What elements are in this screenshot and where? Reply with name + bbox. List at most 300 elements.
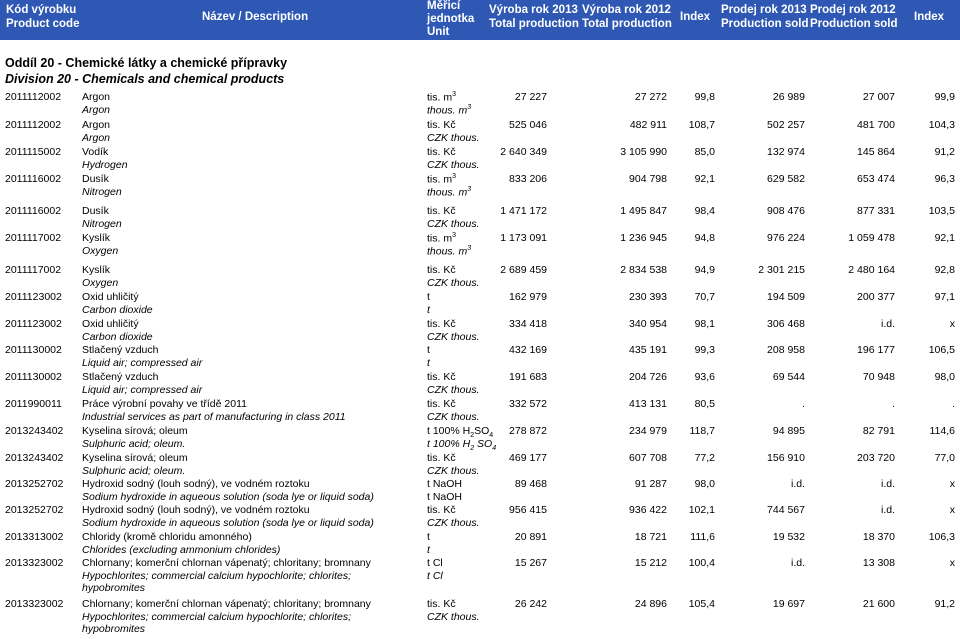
table-row <box>0 145 960 171</box>
index-production: 118,7 <box>689 425 715 437</box>
name-cz: Dusík <box>82 173 109 185</box>
sold-2012: 145 864 <box>857 146 895 158</box>
unit-cz-text: tis. Kč <box>427 119 456 131</box>
production-2012: 3 105 990 <box>620 146 667 158</box>
index-sold: 91,2 <box>934 598 955 610</box>
name-en <box>82 331 153 343</box>
unit-cz <box>427 146 456 158</box>
table-row <box>0 477 960 503</box>
table-row <box>0 424 960 453</box>
sold-2012: 877 331 <box>857 205 895 217</box>
production-2012: 91 287 <box>634 478 667 490</box>
sold-2013: 194 509 <box>767 291 805 303</box>
unit-en <box>427 277 480 289</box>
unit-en <box>427 357 430 369</box>
sold-2013: 156 910 <box>767 452 805 464</box>
index-production: 98,4 <box>694 205 715 217</box>
name-en-text: Nitrogen <box>82 218 122 230</box>
production-2012: 230 393 <box>629 291 667 303</box>
unit-en-text: CZK thous. <box>427 277 480 289</box>
index-production: 77,2 <box>694 452 715 464</box>
index-production: 94,9 <box>694 264 715 276</box>
header-index-production: Index <box>680 11 711 23</box>
name-en <box>82 304 153 316</box>
unit-cz <box>427 291 430 303</box>
production-2013: 469 177 <box>509 452 547 464</box>
unit-en-text: thous. m <box>427 104 468 117</box>
sold-2012: i.d. <box>880 478 895 490</box>
unit-cz <box>427 232 456 245</box>
unit-en-text: t <box>427 544 430 556</box>
unit-cz-text: tis. Kč <box>427 504 456 516</box>
name-cz: Chlornany; komerční chlornan vápenatý; chloritany; bromnany <box>82 557 371 569</box>
name-cz: Argon <box>82 119 111 131</box>
name-en <box>82 611 351 635</box>
name-en <box>82 570 351 594</box>
index-production: 102,1 <box>688 504 715 516</box>
table-row <box>0 530 960 556</box>
unit-en <box>427 304 430 316</box>
unit-cz-text: t Cl <box>427 557 443 569</box>
name-en-text: Industrial services as part of manufacturing in class 2011 <box>82 411 346 423</box>
division-title-cz: Oddíl 20 - Chemické látky a chemické přípravky <box>5 56 288 70</box>
unit-en <box>427 331 480 343</box>
production-2013: 162 979 <box>509 291 547 303</box>
index-sold: 114,6 <box>929 425 955 437</box>
unit-cz <box>427 557 443 569</box>
unit-en <box>427 384 480 396</box>
name-en-text: Sulphuric acid; oleum. <box>82 465 186 477</box>
unit-cz <box>427 318 456 330</box>
unit-cz <box>427 344 430 356</box>
production-2013: 334 418 <box>509 318 547 330</box>
sold-2012: 82 791 <box>862 425 895 437</box>
sold-2012: 203 720 <box>857 452 895 464</box>
unit-cz-text: tis. Kč <box>427 398 456 410</box>
index-production: 108,7 <box>688 119 715 131</box>
name-en <box>82 218 122 230</box>
unit-cz-text: tis. Kč <box>427 318 456 330</box>
unit-cz <box>427 119 456 131</box>
name-cz: Oxid uhličitý <box>82 318 139 330</box>
sold-2013: 94 895 <box>772 425 805 437</box>
name-en-text: Argon <box>82 132 111 144</box>
unit-cz <box>427 398 456 410</box>
name-en-text: Chlorides (excluding ammonium chlorides) <box>82 544 281 556</box>
index-sold: x <box>949 478 955 490</box>
name-en-text: Sodium hydroxide in aqueous solution (soda lye or liquid soda) <box>82 517 374 529</box>
table-row <box>0 343 960 369</box>
unit-cz-text: tis. Kč <box>427 205 456 217</box>
table-row <box>0 204 960 230</box>
unit-en-text: t <box>427 304 430 316</box>
product-code: 2011115002 <box>5 146 62 158</box>
index-sold: 92,8 <box>934 264 955 276</box>
product-code: 2011990011 <box>5 398 62 410</box>
index-sold: 104,3 <box>928 119 955 131</box>
header-name: Název / Description <box>202 11 309 23</box>
unit-cz-text: tis. m <box>427 173 453 186</box>
product-code: 2011117002 <box>5 264 62 276</box>
name-en <box>82 357 202 369</box>
name-en-text: Hypochlorites; commercial calcium hypochlorite; chlorites; <box>82 611 352 623</box>
index-production: 98,0 <box>694 478 715 490</box>
table-row <box>0 556 960 594</box>
product-code: 2013323002 <box>5 557 64 569</box>
production-2013: 332 572 <box>509 398 547 410</box>
index-production: 70,7 <box>694 291 715 303</box>
name-cz: Argon <box>82 91 111 103</box>
name-en-cont: hypobromites <box>82 623 146 635</box>
name-en-text: Oxygen <box>82 245 119 257</box>
unit-cz-sub: 2 <box>470 432 475 440</box>
unit-en <box>427 104 471 117</box>
unit-en-sub2: 4 <box>492 445 497 453</box>
table-row <box>0 90 960 116</box>
production-2012: 482 911 <box>629 119 667 131</box>
unit-en-tail: SO <box>474 438 493 450</box>
unit-en-text: CZK thous. <box>427 384 480 396</box>
production-2012: 24 896 <box>634 598 667 610</box>
sold-2012: 70 948 <box>862 371 895 383</box>
unit-cz <box>427 478 462 490</box>
sold-2013: 69 544 <box>772 371 805 383</box>
unit-en <box>427 218 480 230</box>
name-cz: Chloridy (kromě chloridu amonného) <box>82 531 252 543</box>
name-en <box>82 438 185 450</box>
name-cz: Chlornany; komerční chlornan vápenatý; chloritany; bromnany <box>82 598 371 610</box>
unit-cz <box>427 173 456 186</box>
unit-cz-sup: 3 <box>452 232 456 239</box>
name-en-text: Carbon dioxide <box>82 304 153 316</box>
division-title-en: Division 20 - Chemicals and chemical products <box>5 72 285 86</box>
unit-en-text: CZK thous. <box>427 159 480 171</box>
sold-2013: 744 567 <box>767 504 805 516</box>
index-production: 100,4 <box>688 557 715 569</box>
production-2013: 432 169 <box>509 344 547 356</box>
sold-2012: 481 700 <box>857 119 895 131</box>
production-2013: 20 891 <box>514 531 547 543</box>
table-row <box>0 503 960 529</box>
table-row <box>0 451 960 477</box>
unit-cz <box>427 205 456 217</box>
sold-2013: 26 989 <box>772 91 805 103</box>
table-row <box>0 231 960 257</box>
sold-2013: 2 301 215 <box>758 264 805 276</box>
table-row <box>0 172 960 198</box>
name-en <box>82 491 374 503</box>
name-en <box>82 277 118 289</box>
sold-2012: 21 600 <box>862 598 895 610</box>
unit-en <box>427 159 480 171</box>
unit-cz <box>427 531 430 543</box>
unit-en-sup: 3 <box>467 186 472 193</box>
unit-en-sub: 2 <box>470 445 475 453</box>
sold-2012: 653 474 <box>857 173 895 185</box>
name-en <box>82 245 118 257</box>
unit-en-text: CZK thous. <box>427 465 480 477</box>
product-code: 2013323002 <box>5 598 64 610</box>
unit-cz-sup: 3 <box>452 91 456 98</box>
sold-2013: 629 582 <box>767 173 805 185</box>
unit-en-text: t 100% H <box>427 438 471 450</box>
production-2012: 435 191 <box>629 344 667 356</box>
product-code: 2011116002 <box>5 205 62 217</box>
sold-2012: i.d. <box>880 504 895 516</box>
product-code: 2011123002 <box>5 318 62 330</box>
unit-cz-text: tis. m <box>427 232 453 245</box>
production-2013: 27 227 <box>514 91 547 103</box>
production-2013: 89 468 <box>514 478 547 490</box>
unit-en-sup: 3 <box>467 104 472 111</box>
sold-2012: 18 370 <box>862 531 895 543</box>
index-production: 94,8 <box>694 232 715 244</box>
index-sold: x <box>949 557 955 569</box>
unit-en <box>427 245 471 258</box>
product-code: 2013313002 <box>5 531 64 543</box>
unit-en <box>427 186 471 199</box>
unit-cz-text: t NaOH <box>427 478 463 490</box>
unit-en-text: CZK thous. <box>427 132 480 144</box>
name-en <box>82 411 346 423</box>
sold-2012: 1 059 478 <box>848 232 895 244</box>
name-en <box>82 104 110 116</box>
index-sold: 106,5 <box>928 344 955 356</box>
index-production: 111,6 <box>690 531 715 543</box>
name-en-text: Hydrogen <box>82 159 128 171</box>
unit-en <box>427 411 480 423</box>
name-en <box>82 544 280 556</box>
production-2013: 2 640 349 <box>500 146 547 158</box>
unit-cz <box>427 425 493 439</box>
index-sold: 96,3 <box>934 173 955 185</box>
name-cz: Oxid uhličitý <box>82 291 139 303</box>
production-2012: 1 236 945 <box>620 232 667 244</box>
index-sold: 99,9 <box>934 91 955 103</box>
name-en <box>82 132 110 144</box>
production-2012: 15 212 <box>634 557 667 569</box>
name-cz: Vodík <box>82 146 109 158</box>
index-sold: x <box>949 504 955 516</box>
name-cz: Kyselina sírová; oleum <box>82 452 188 464</box>
name-en-cont: hypobromites <box>82 582 146 594</box>
unit-en <box>427 465 480 477</box>
production-2012: 904 798 <box>629 173 667 185</box>
sold-2012: . <box>892 398 895 410</box>
production-2013: 833 206 <box>509 173 547 185</box>
unit-en-text: CZK thous. <box>427 218 480 230</box>
production-2012: 1 495 847 <box>620 205 667 217</box>
production-2013: 26 242 <box>514 598 547 610</box>
name-en-text: Hypochlorites; commercial calcium hypochlorite; chlorites; <box>82 570 352 582</box>
product-code: 2011116002 <box>5 173 62 185</box>
header-sold-2013: Prodej rok 2013 Production sold <box>721 4 809 30</box>
unit-en-text: CZK thous. <box>427 411 480 423</box>
unit-cz-text: t <box>427 344 430 356</box>
production-2013: 1 173 091 <box>500 232 547 244</box>
unit-cz <box>427 504 456 516</box>
table-row <box>0 397 960 423</box>
unit-en-text: t NaOH <box>427 491 463 503</box>
unit-cz <box>427 598 456 610</box>
sold-2012: 200 377 <box>857 291 895 303</box>
name-cz: Hydroxid sodný (louh sodný), ve vodném roztoku <box>82 478 310 490</box>
sold-2013: 908 476 <box>767 205 805 217</box>
sold-2013: 502 257 <box>767 119 805 131</box>
unit-cz-text: t <box>427 531 430 543</box>
name-en-text: Nitrogen <box>82 186 122 198</box>
product-code: 2011130002 <box>5 344 62 356</box>
sold-2012: 13 308 <box>862 557 895 569</box>
sold-2013: 208 958 <box>767 344 805 356</box>
unit-cz-text: tis. Kč <box>427 452 456 464</box>
production-2013: 2 689 459 <box>500 264 547 276</box>
unit-cz-text: tis. Kč <box>427 371 456 383</box>
table-header <box>0 0 960 40</box>
product-code: 2011117002 <box>5 232 62 244</box>
unit-en <box>427 517 480 529</box>
name-en <box>82 159 128 171</box>
index-production: 99,8 <box>694 91 715 103</box>
unit-en <box>427 544 430 556</box>
name-cz: Kyslík <box>82 264 111 276</box>
unit-en <box>427 438 496 452</box>
name-cz: Stlačený vzduch <box>82 344 159 356</box>
name-cz: Dusík <box>82 205 109 217</box>
index-sold: 77,0 <box>934 452 955 464</box>
header-production-2012: Výroba rok 2012 Total production <box>582 4 672 30</box>
sold-2012: 27 007 <box>862 91 895 103</box>
index-production: 93,6 <box>694 371 715 383</box>
production-2012: 204 726 <box>629 371 667 383</box>
production-2013: 278 872 <box>509 425 547 437</box>
unit-en-text: thous. m <box>427 245 468 258</box>
unit-en <box>427 611 480 623</box>
production-2013: 956 415 <box>509 504 547 516</box>
sold-2013: 306 468 <box>767 318 805 330</box>
name-en <box>82 465 185 477</box>
name-en-text: Argon <box>82 104 111 116</box>
production-2013: 1 471 172 <box>500 205 547 217</box>
unit-cz-text: t <box>427 291 430 303</box>
sold-2012: 196 177 <box>857 344 895 356</box>
production-2013: 15 267 <box>514 557 547 569</box>
unit-en <box>427 491 462 503</box>
unit-cz <box>427 91 456 104</box>
index-production: 92,1 <box>694 173 715 185</box>
unit-cz-text: tis. m <box>427 91 453 104</box>
unit-cz <box>427 264 456 276</box>
table-row <box>0 290 960 316</box>
index-sold: x <box>949 318 955 330</box>
index-production: 99,3 <box>694 344 715 356</box>
name-en-text: Sodium hydroxide in aqueous solution (soda lye or liquid soda) <box>82 491 374 503</box>
name-en <box>82 384 202 396</box>
name-en-text: Oxygen <box>82 277 119 289</box>
table-row <box>0 263 960 289</box>
production-2013: 191 683 <box>509 371 547 383</box>
sold-2013: i.d. <box>790 478 805 490</box>
unit-en-text: thous. m <box>427 186 468 199</box>
name-en-text: Sulphuric acid; oleum. <box>82 438 186 450</box>
production-2012: 936 422 <box>629 504 667 516</box>
unit-cz-tail: SO <box>474 425 490 437</box>
unit-cz <box>427 452 456 464</box>
sold-2013: 976 224 <box>767 232 805 244</box>
product-code: 2013252702 <box>5 504 64 516</box>
product-code: 2011112002 <box>5 91 62 103</box>
name-en <box>82 517 374 529</box>
production-2012: 18 721 <box>634 531 667 543</box>
index-sold: 103,5 <box>928 205 955 217</box>
product-code: 2013243402 <box>5 452 64 464</box>
index-production: 98,1 <box>694 318 715 330</box>
name-en-text: Liquid air; compressed air <box>82 384 203 396</box>
index-production: 85,0 <box>694 146 715 158</box>
unit-en <box>427 132 480 144</box>
unit-cz-text: t 100% H <box>427 425 471 437</box>
sold-2013: 19 532 <box>772 531 805 543</box>
index-sold: . <box>952 398 955 410</box>
sold-2013: 132 974 <box>767 146 805 158</box>
header-code: Kód výrobku Product code <box>6 4 80 30</box>
product-code: 2011112002 <box>5 119 62 131</box>
production-2012: 27 272 <box>634 91 667 103</box>
production-2012: 234 979 <box>629 425 667 437</box>
name-en <box>82 186 122 198</box>
unit-en-text: CZK thous. <box>427 517 480 529</box>
unit-cz-text: tis. Kč <box>427 598 456 610</box>
index-production: 80,5 <box>694 398 715 410</box>
index-sold: 97,1 <box>934 291 955 303</box>
table-row <box>0 597 960 635</box>
unit-cz-sup: 3 <box>452 173 456 180</box>
sold-2012: 2 480 164 <box>848 264 895 276</box>
unit-en-sup: 3 <box>467 245 472 252</box>
table-row <box>0 370 960 396</box>
name-en-text: Carbon dioxide <box>82 331 153 343</box>
sold-2013: . <box>802 398 805 410</box>
product-code: 2013243402 <box>5 425 64 437</box>
name-cz: Kyselina sírová; oleum <box>82 425 188 437</box>
header-sold-2012: Prodej rok 2012 Production sold <box>810 4 898 30</box>
product-code: 2011123002 <box>5 291 62 303</box>
production-2012: 2 834 538 <box>620 264 667 276</box>
index-sold: 106,3 <box>928 531 955 543</box>
name-cz: Stlačený vzduch <box>82 371 159 383</box>
name-cz: Kyslík <box>82 232 111 244</box>
table-row <box>0 317 960 343</box>
name-cz: Práce výrobní povahy ve třídě 2011 <box>82 398 247 410</box>
unit-en-text: t <box>427 357 430 369</box>
production-2012: 413 131 <box>629 398 667 410</box>
sold-2013: 19 697 <box>772 598 805 610</box>
index-sold: 92,1 <box>934 232 955 244</box>
product-code: 2011130002 <box>5 371 62 383</box>
unit-cz-text: tis. Kč <box>427 146 456 158</box>
index-production: 105,4 <box>688 598 715 610</box>
unit-en-text: t Cl <box>427 570 443 582</box>
unit-cz-sub2: 4 <box>489 432 494 440</box>
sold-2012: i.d. <box>880 318 895 330</box>
header-unit: Měřicí jednotka Unit <box>427 0 475 38</box>
table-row <box>0 118 960 144</box>
unit-en-text: CZK thous. <box>427 611 480 623</box>
production-2012: 607 708 <box>629 452 667 464</box>
name-en-text: Liquid air; compressed air <box>82 357 203 369</box>
production-2013: 525 046 <box>509 119 547 131</box>
product-code: 2013252702 <box>5 478 64 490</box>
